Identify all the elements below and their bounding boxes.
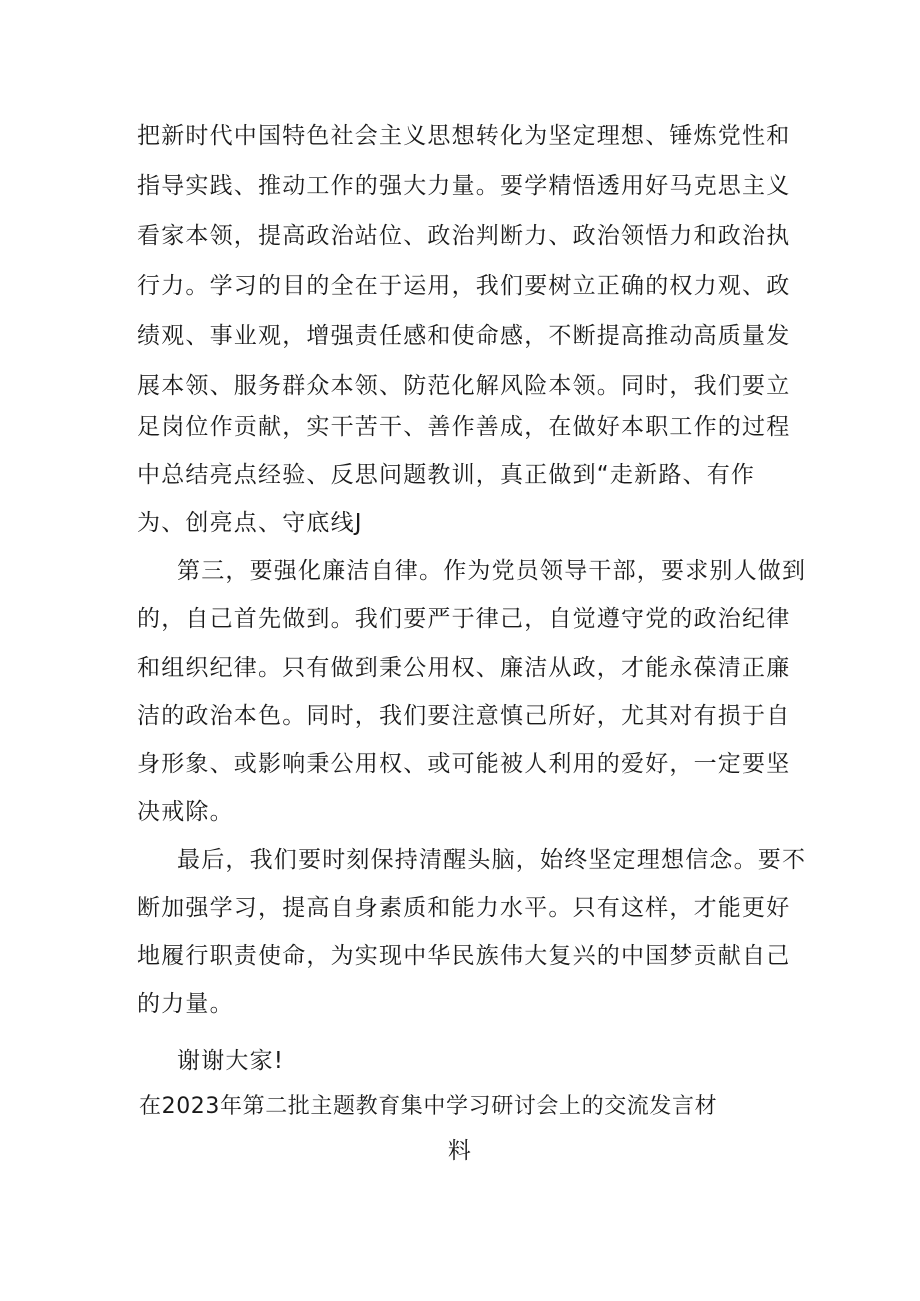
paragraph-3-line-4: 的力量。 [137,991,234,1017]
paragraph-2-line-2: 的，自己首先做到。我们要严于律己，自觉遵守党的政治纪律 [137,606,791,632]
paragraph-2-line-4: 洁的政治本色。同时，我们要注意慎己所好，尤其对有损于自 [137,703,791,729]
paragraph-2-line-3: 和组织纪律。只有做到秉公用权、廉洁从政，才能永葆清正廉 [137,655,791,681]
paragraph-2-line-1: 第三，要强化廉洁自律。作为党员领导干部，要求别人做到 [177,558,807,584]
paragraph-1-line-8: 中总结亮点经验、反思问题教训，真正做到“走新路、有作 [137,462,756,488]
closing-line: 谢谢大家! [177,1048,285,1074]
paragraph-1-line-9: 为、创亮点、守底线J [137,510,363,536]
paragraph-3-line-1: 最后，我们要时刻保持清醒头脑，始终坚定理想信念。要不 [177,847,807,873]
paragraph-1-line-6: 展本领、服务群众本领、防范化解风险本领。同时，我们要立 [137,373,791,399]
paragraph-2-line-5: 身形象、或影响秉公用权、或可能被人利用的爱好，一定要坚 [137,751,791,777]
next-document-title-line-2: 料 [447,1138,473,1164]
paragraph-1-line-2: 指导实践、推动工作的强大力量。要学精悟透用好马克思主义 [137,173,791,199]
paragraph-3-line-3: 地履行职责使命，为实现中华民族伟大复兴的中国梦贡献自己 [137,943,791,969]
paragraph-1-line-3: 看家本领，提高政治站位、政治判断力、政治领悟力和政治执 [137,223,791,249]
next-document-title-line-1: 在2023年第二批主题教育集中学习研讨会上的交流发言材 [139,1094,718,1119]
paragraph-1-line-4: 行力。学习的目的全在于运用，我们要树立正确的权力观、政 [137,273,791,299]
paragraph-3-line-2: 断加强学习，提高自身素质和能力水平。只有这样，才能更好 [137,895,791,921]
paragraph-1-line-7: 足岗位作贡献，实干苦干、善作善成，在做好本职工作的过程 [137,414,791,440]
paragraph-1-line-5: 绩观、事业观，增强责任感和使命感，不断提高推动高质量发 [137,323,791,349]
paragraph-1-line-1: 把新时代中国特色社会主义思想转化为坚定理想、锤炼党性和 [137,123,791,149]
paragraph-2-line-6: 决戒除。 [137,799,234,825]
